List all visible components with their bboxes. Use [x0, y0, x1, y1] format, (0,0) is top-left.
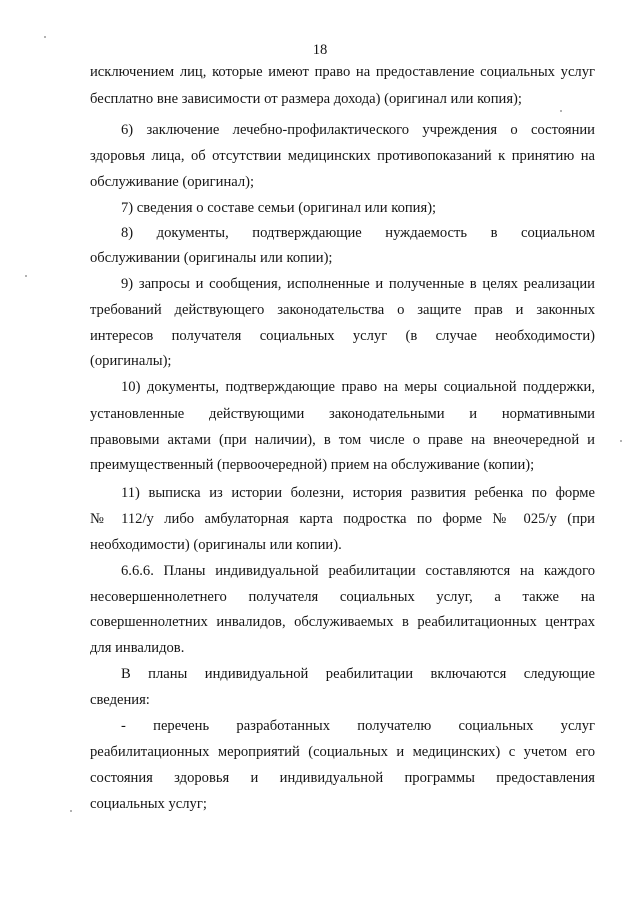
text-line: установленные действующими законодательными и нормативными: [90, 406, 595, 422]
text-line: 10) документы, подтверждающие право на меры социальной поддержки,: [121, 379, 595, 395]
text-line: реабилитационных мероприятий (социальных и медицинских) с учетом его: [90, 744, 595, 760]
scan-speck: [44, 36, 46, 38]
text-line: № 112/у либо амбулаторная карта подростка по форме № 025/у (при: [90, 511, 595, 527]
text-line: несовершеннолетнего получателя социальных услуг, а также на: [90, 589, 595, 605]
scan-speck: [560, 110, 562, 112]
text-line: совершеннолетних инвалидов, обслуживаемых в реабилитационных центрах: [90, 614, 595, 630]
text-line: для инвалидов.: [90, 640, 185, 656]
text-line: социальных услуг;: [90, 796, 207, 812]
text-line: интересов получателя социальных услуг (в случае необходимости): [90, 328, 595, 344]
scan-speck: [25, 275, 27, 277]
text-line: 9) запросы и сообщения, исполненные и полученные в целях реализации: [121, 276, 595, 292]
text-line: 11) выписка из истории болезни, история развития ребенка по форме: [121, 485, 595, 501]
page-number: 18: [312, 42, 328, 58]
text-line: 7) сведения о составе семьи (оригинал или копия);: [121, 200, 437, 216]
text-line: (оригиналы);: [90, 353, 172, 369]
text-line: исключением лиц, которые имеют право на предоставление социальных услуг: [90, 64, 595, 80]
text-line: сведения:: [90, 692, 150, 708]
text-line: В планы индивидуальной реабилитации включаются следующие: [121, 666, 595, 682]
text-line: преимущественный (первоочередной) прием на обслуживание (копии);: [90, 457, 535, 473]
scan-speck: [620, 440, 622, 442]
text-line: правовыми актами (при наличии), в том числе о праве на внеочередной и: [90, 432, 595, 448]
scan-speck: [70, 810, 72, 812]
text-line: 6) заключение лечебно-профилактического учреждения о состоянии: [121, 122, 595, 138]
text-line: обслуживание (оригинал);: [90, 174, 255, 190]
text-line: здоровья лица, об отсутствии медицинских противопоказаний к принятию на: [90, 148, 595, 164]
text-line: обслуживании (оригиналы или копии);: [90, 250, 333, 266]
text-line: 6.6.6. Планы индивидуальной реабилитации составляются на каждого: [121, 563, 595, 579]
text-line: требований действующего законодательства о защите прав и законных: [90, 302, 595, 318]
text-line: состояния здоровья и индивидуальной программы предоставления: [90, 770, 595, 786]
text-line: бесплатно вне зависимости от размера дохода) (оригинал или копия);: [90, 91, 522, 107]
text-line: необходимости) (оригиналы или копии).: [90, 537, 342, 553]
text-line: - перечень разработанных получателю социальных услуг: [121, 718, 595, 734]
text-line: 8) документы, подтверждающие нуждаемость в социальном: [121, 225, 595, 241]
